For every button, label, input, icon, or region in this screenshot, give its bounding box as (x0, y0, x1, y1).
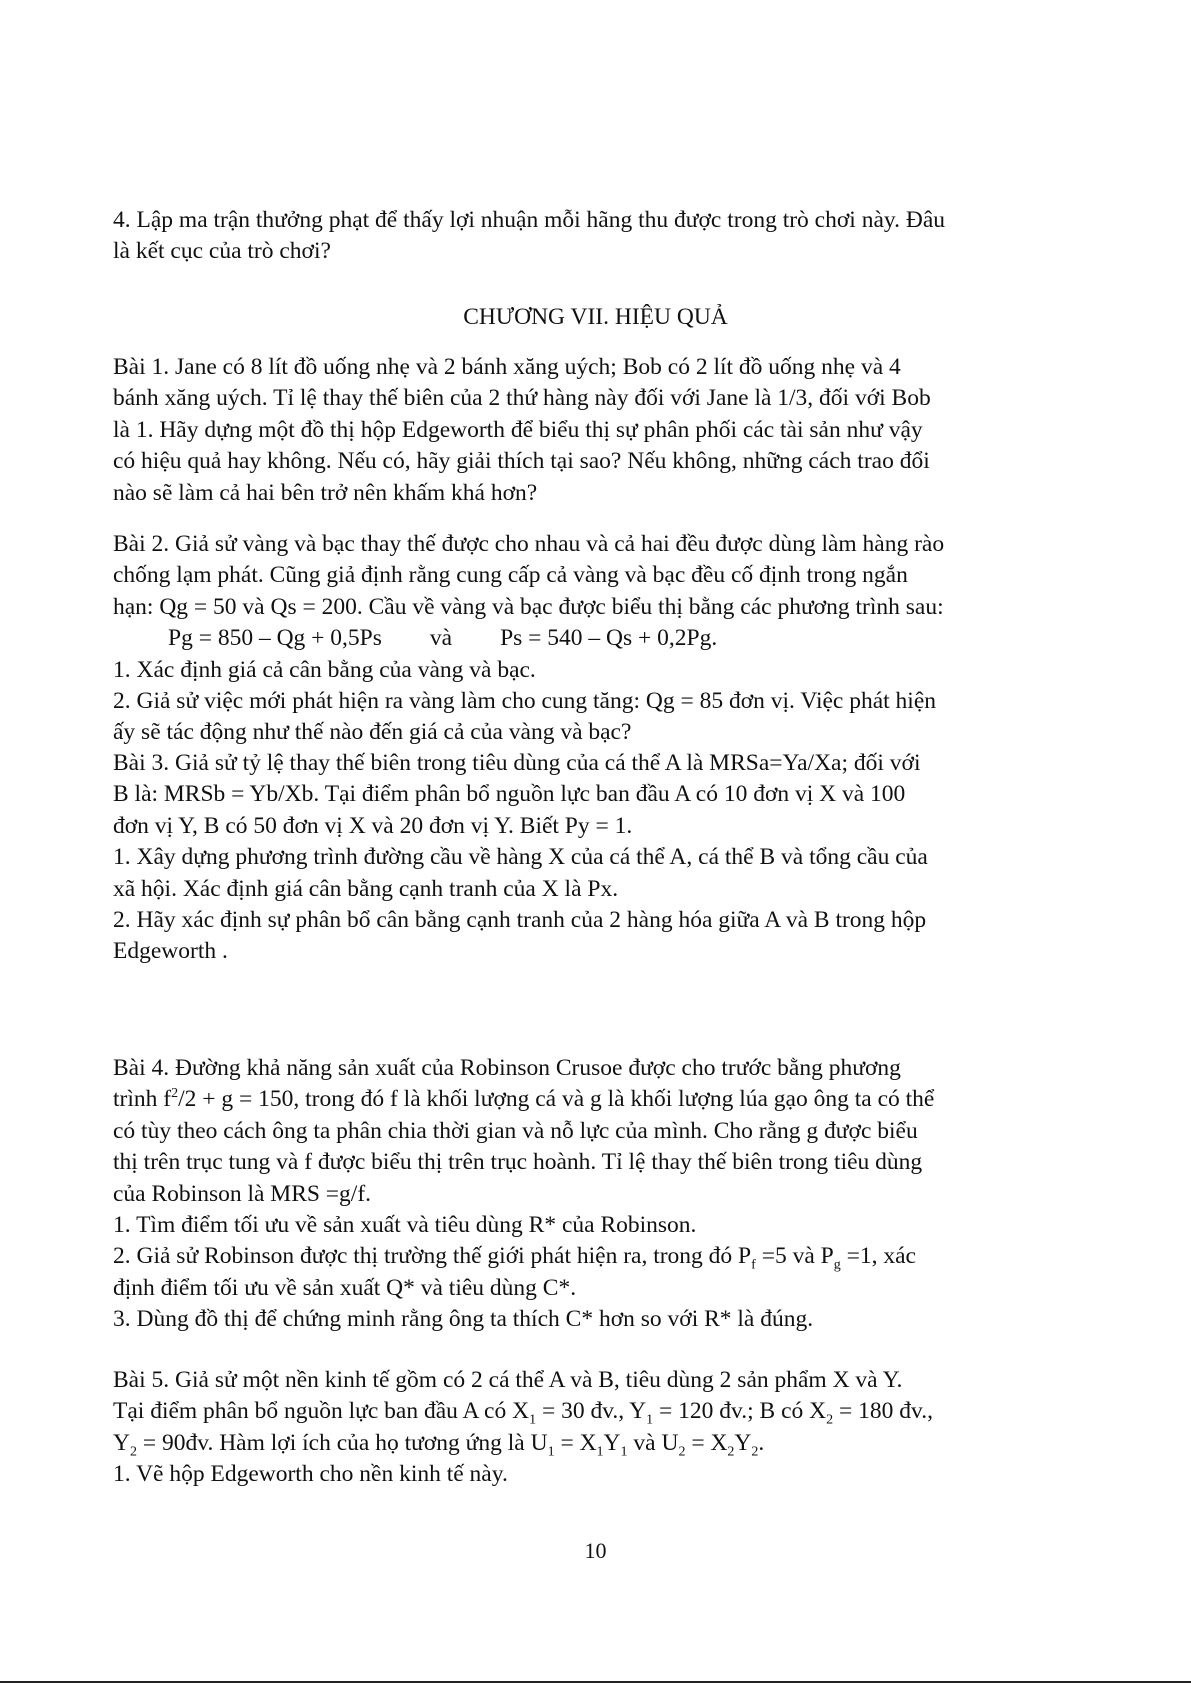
exercise-5-line (113, 1396, 1078, 1427)
subscript: 1 (529, 1413, 537, 1429)
exercise-3-line: đơn vị Y, B có 50 đơn vị X và 20 đơn vị Y. Biết Py = 1. (113, 812, 633, 839)
intro-line: là kết cục của trò chơi? (113, 238, 331, 265)
text-run: = 120 đv.; B có X (653, 1398, 827, 1425)
subscript: g (833, 1258, 841, 1274)
text-run: =5 và P (755, 1243, 834, 1270)
text-run: = X (685, 1429, 728, 1456)
exercise-1-line: có hiệu quả hay không. Nếu có, hãy giải thích tại sao? Nếu không, những cách trao đổi (113, 448, 930, 475)
chapter-title: CHƯƠNG VII. HIỆU QUẢ (463, 304, 728, 330)
text-run: Y (603, 1429, 621, 1456)
exercise-2-question-2: ấy sẽ tác động như thế nào đến giá cả của vàng và bạc? (113, 719, 632, 746)
subscript: 2 (751, 1444, 759, 1460)
text-run: 2. Giả sử Robinson được thị trường thế giới phát hiện ra, trong đó P (113, 1243, 752, 1270)
text-run: và U (627, 1429, 679, 1456)
bottom-rule (0, 1681, 1191, 1683)
exercise-2 (113, 529, 1078, 749)
exercise-4-line: có tùy theo cách ông ta phân chia thời gian và nỗ lực của mình. Cho rằng g được biểu (113, 1117, 918, 1144)
text-run: trình f (113, 1086, 172, 1113)
exercise-5-line (113, 1428, 1078, 1459)
text-run: Y (113, 1429, 130, 1456)
exercise-4-question-2: định điểm tối ưu về sản xuất Q* và tiêu dùng C*. (113, 1274, 577, 1301)
exercise-4-question-3: 3. Dùng đồ thị để chứng minh rằng ông ta thích C* hơn so với R* là đúng. (113, 1306, 814, 1333)
subscript: 2 (826, 1413, 834, 1429)
exercise-3-line: xã hội. Xác định giá cân bằng cạnh tranh của X là Px. (113, 875, 619, 902)
equation-gold: Pg = 850 – Qg + 0,5Ps (168, 625, 382, 652)
subscript: 2 (678, 1444, 686, 1460)
text-run: = 30 đv., Y (536, 1398, 647, 1425)
exercise-4 (113, 1053, 1078, 1336)
exercise-4-question-1: 1. Tìm điểm tối ưu về sản xuất và tiêu dùng R* của Robinson. (113, 1212, 697, 1239)
exercise-1-line: bánh xăng uých. Tỉ lệ thay thế biên của 2 thứ hàng này đối với Jane là 1/3, đối với Bob (113, 385, 931, 412)
exercise-1-line: là 1. Hãy dựng một đồ thị hộp Edgeworth để biểu thị sự phân phối các tài sản như vậy (113, 416, 923, 443)
exercise-2-question-2: 2. Giả sử việc mới phát hiện ra vàng làm cho cung tăng: Qg = 85 đơn vị. Việc phát hiện (113, 688, 937, 715)
subscript: f (751, 1258, 756, 1274)
exercise-4-line: của Robinson là MRS =g/f. (113, 1180, 372, 1207)
equation-silver: Ps = 540 – Qs + 0,2Pg. (500, 625, 718, 652)
intro-question (113, 205, 1078, 268)
exercise-5-line: Bài 5. Giả sử một nền kinh tế gồm có 2 cá thể A và B, tiêu dùng 2 sản phẩm X và Y. (113, 1367, 903, 1393)
text-run: = X (554, 1429, 597, 1456)
text-run: . (758, 1429, 765, 1456)
subscript: 2 (727, 1444, 735, 1460)
exercise-2-line: hạn: Qg = 50 và Qs = 200. Cầu về vàng và bạc được biểu thị bằng các phương trình sau: (113, 593, 944, 620)
exercise-3-line: Edgeworth . (113, 938, 228, 965)
exercise-2-equations (113, 623, 1078, 654)
exercise-2-line: Bài 2. Giả sử vàng và bạc thay thế được cho nhau và cả hai đều được dùng làm hàng rào (113, 531, 945, 557)
exercise-4-line: Bài 4. Đường khả năng sản xuất của Robinson Crusoe được cho trước bằng phương (113, 1055, 901, 1081)
text-run: =1, xác (840, 1243, 916, 1270)
exercise-4-line (113, 1084, 1078, 1115)
exercise-3-line: Bài 3. Giả sử tỷ lệ thay thế biên trong tiêu dùng của cá thể A là MRSa=Ya/Xa; đối với (113, 750, 921, 776)
exercise-5-question-1: 1. Vẽ hộp Edgeworth cho nền kinh tế này. (113, 1461, 508, 1488)
exercise-1-line: nào sẽ làm cả hai bên trở nên khấm khá hơn? (113, 479, 538, 506)
exercise-1 (113, 352, 1078, 509)
exercise-3 (113, 748, 1078, 968)
equation-connector: và (429, 625, 453, 652)
text-run: /2 + g = 150, trong đó f là khối lượng cá và g là khối lượng lúa gạo ông ta có thể (178, 1086, 935, 1113)
text-run: = 180 đv., (833, 1398, 933, 1425)
subscript: 1 (646, 1413, 654, 1429)
exercise-3-line: 1. Xây dựng phương trình đường cầu về hàng X của cá thể A, cá thể B và tổng cầu của (113, 844, 928, 871)
exercise-3-line: B là: MRSb = Yb/Xb. Tại điểm phân bổ nguồn lực ban đầu A có 10 đơn vị X và 100 (113, 781, 906, 808)
page-number: 10 (584, 1538, 607, 1563)
exercise-2-line: chống lạm phát. Cũng giả định rằng cung cấp cả vàng và bạc đều cố định trong ngắn (113, 562, 908, 589)
exercise-3-line: 2. Hãy xác định sự phân bổ cân bằng cạnh tranh của 2 hàng hóa giữa A và B trong hộp (113, 907, 927, 934)
exercise-2-question-1: 1. Xác định giá cả cân bằng của vàng và bạc. (113, 656, 536, 683)
exercise-1-line: Bài 1. Jane có 8 lít đồ uống nhẹ và 2 bánh xăng uých; Bob có 2 lít đồ uống nhẹ và 4 (113, 354, 901, 380)
subscript: 1 (596, 1444, 604, 1460)
superscript: 2 (171, 1086, 179, 1102)
exercise-5 (113, 1365, 1078, 1491)
intro-line: 4. Lập ma trận thưởng phạt để thấy lợi nhuận mỗi hãng thu được trong trò chơi này. Đâu (113, 207, 946, 233)
text-run: Tại điểm phân bổ nguồn lực ban đầu A có X (113, 1398, 530, 1425)
subscript: 2 (129, 1444, 137, 1460)
exercise-4-question-2 (113, 1241, 1078, 1272)
exercise-4-line: thị trên trục tung và f được biểu thị trên trục hoành. Tỉ lệ thay thế biên trong tiêu dùng (113, 1149, 923, 1176)
subscript: 1 (620, 1444, 628, 1460)
subscript: 1 (547, 1444, 555, 1460)
text-run: = 90đv. Hàm lợi ích của họ tương ứng là U (136, 1429, 548, 1456)
text-run: Y (734, 1429, 752, 1456)
